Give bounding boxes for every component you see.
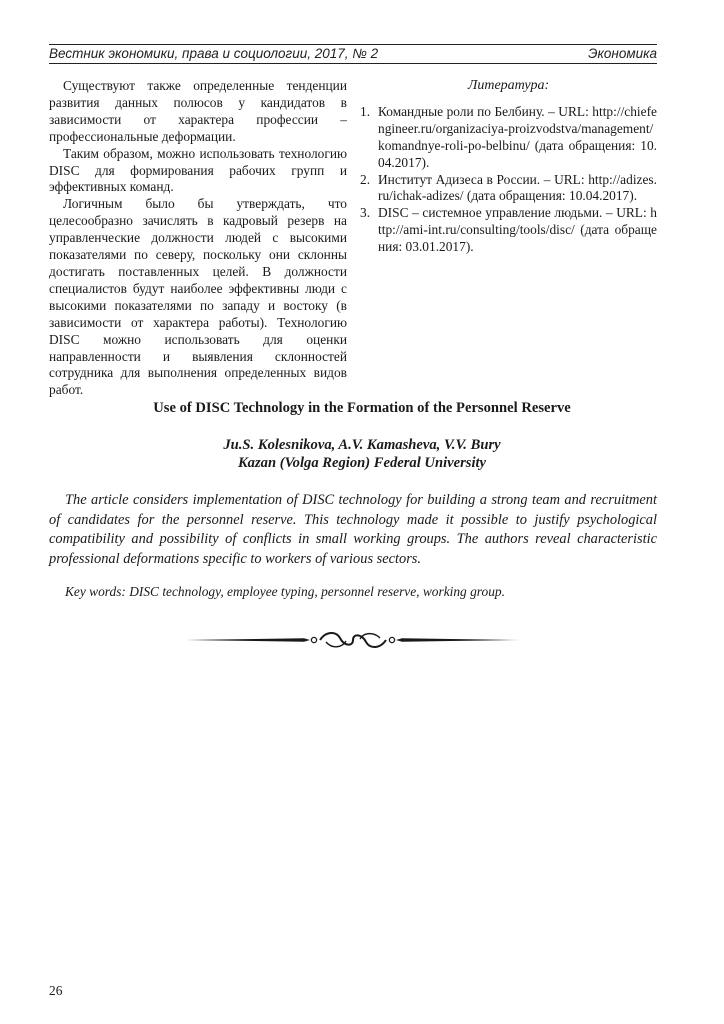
left-column <box>49 78 347 399</box>
reference-number: 3. <box>360 205 371 221</box>
reference-item <box>360 205 657 256</box>
paragraph: Существуют также определенные тенденции развития данных полюсов у кандидатов в зависимости от характера профессии – профессиональные деформации. <box>49 78 347 144</box>
reference-item <box>360 104 657 172</box>
author-block <box>0 436 724 472</box>
reference-list <box>360 104 657 256</box>
literature-heading: Литература: <box>467 78 550 93</box>
page-number: 26 <box>49 983 63 998</box>
authors: Ju.S. Kolesnikova, A.V. Kamasheva, V.V. Bury <box>223 437 501 453</box>
affiliation: Kazan (Volga Region) Federal University <box>237 455 487 471</box>
keywords: Key words: DISC technology, employee typing, personnel reserve, working group. <box>65 584 505 599</box>
paragraph: Логичным было бы утверждать, что целесообразно зачислять в кадровый резерв на управленческие должности людей с высокими показателями по северу, поскольку они склонны достигать поставленных целей. В должности специалистов будут наиболее эффективны люди с высокими показателями по западу и востоку (в зависимости от характера работы). Технологию DISC можно использовать для оценки направленности и выявления склонностей сотрудника для выполнения определенных видов работ. <box>49 196 347 398</box>
reference-number: 1. <box>360 103 371 119</box>
right-column <box>360 78 657 256</box>
abstract: The article considers implementation of DISC technology for building a strong team and recruitment of candidates for the personnel reserve. This technology made it possible to justify psychological compatibility and possibility of conflicts in small working groups. The authors reveal characteristic professional deformations specific to workers of various sectors. <box>49 492 657 567</box>
reference-text: Командные роли по Белбину. – URL: http://chiefengineer.ru/organizaciya-proizvodstva/management/komandnye-roli-po-belbinu/ (дата обращения: 10.04.2017). <box>378 103 657 170</box>
ornament-divider <box>186 628 520 652</box>
reference-item <box>360 172 657 206</box>
section-name: Экономика <box>588 46 657 61</box>
reference-text: Институт Адизеса в России. – URL: http://adizes.ru/ichak-adizes/ (дата обращения: 10.04.2017). <box>378 171 657 204</box>
reference-text: DISC – системное управление людьми. – URL: http://ami-int.ru/consulting/tools/disc/ (дата обращения: 03.01.2017). <box>378 205 657 255</box>
reference-number: 2. <box>360 171 371 187</box>
article-title: Use of DISC Technology in the Formation of the Personnel Reserve <box>153 400 571 416</box>
paragraph: Таким образом, можно использовать технологию DISC для формирования рабочих групп и эффективных команд. <box>49 145 347 195</box>
journal-title: Вестник экономики, права и социологии, 2017, № 2 <box>49 46 379 61</box>
running-header <box>49 44 657 64</box>
